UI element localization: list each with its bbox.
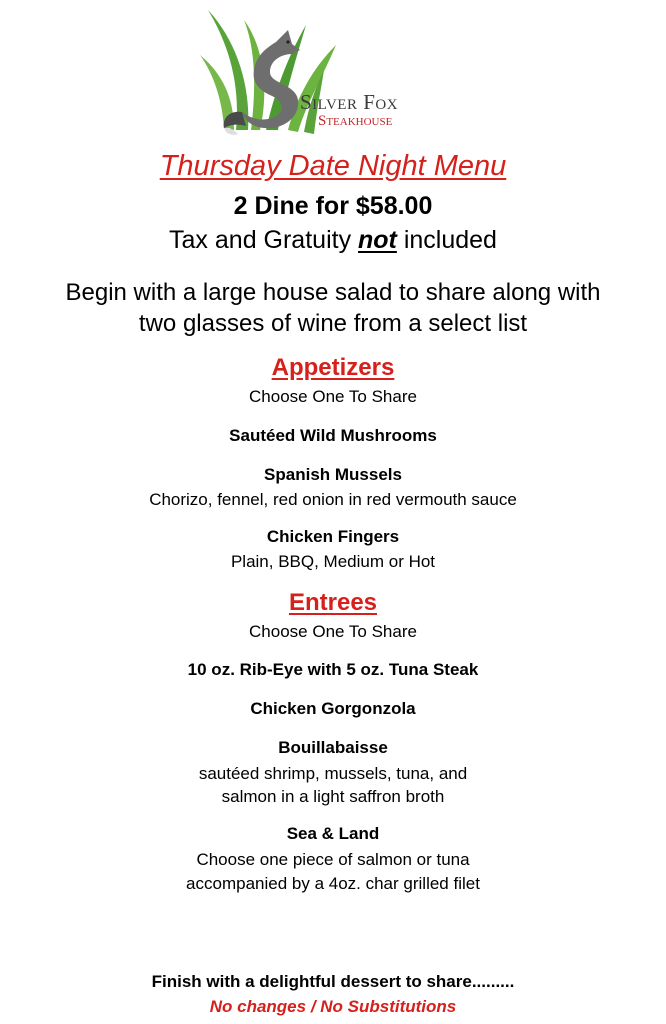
intro-line-2: two glasses of wine from a select list	[138, 310, 528, 337]
entree-item-name: Sea & Land	[286, 824, 380, 843]
tax-note-pre: Tax and Gratuity	[169, 226, 359, 254]
tax-note-post: included	[396, 226, 497, 254]
tax-note-emphasis: not	[358, 226, 397, 254]
appetizers-heading: Appetizers	[271, 354, 395, 381]
intro-line-1: Begin with a large house salad to share along with	[65, 279, 601, 306]
silver-fox-logo	[196, 0, 436, 150]
appetizer-item-desc: Plain, BBQ, Medium or Hot	[230, 552, 436, 571]
entree-item-name: 10 oz. Rib-Eye with 5 oz. Tuna Steak	[187, 660, 479, 679]
entree-item-name: Bouillabaisse	[278, 738, 388, 757]
brand-subtitle: Steakhouse	[318, 113, 393, 129]
appetizer-item-name: Sautéed Wild Mushrooms	[229, 426, 437, 445]
fox-grass-logo-icon	[196, 0, 436, 150]
entrees-heading: Entrees	[288, 589, 378, 616]
no-substitutions-note: No changes / No Substitutions	[209, 997, 457, 1016]
menu-price: 2 Dine for $58.00	[233, 192, 433, 220]
entree-item-name: Chicken Gorgonzola	[250, 699, 416, 718]
tax-note	[0, 226, 666, 255]
appetizer-item-name: Spanish Mussels	[264, 465, 402, 484]
dessert-note: Finish with a delightful dessert to share.........	[151, 972, 515, 991]
intro-text	[0, 277, 666, 339]
appetizer-item-name: Chicken Fingers	[266, 527, 400, 546]
menu-title: Thursday Date Night Menu	[159, 150, 507, 182]
brand-name: Silver Fox	[300, 90, 399, 114]
entree-item-desc: salmon in a light saffron broth	[221, 787, 445, 806]
entree-item-desc: sautéed shrimp, mussels, tuna, and	[198, 764, 468, 783]
appetizers-note: Choose One To Share	[249, 387, 417, 406]
appetizer-item-desc: Chorizo, fennel, red onion in red vermouth sauce	[149, 490, 517, 509]
entrees-note: Choose One To Share	[249, 622, 417, 641]
entree-item-desc: Choose one piece of salmon or tuna	[196, 850, 470, 869]
entree-item-desc: accompanied by a 4oz. char grilled filet	[186, 874, 480, 893]
